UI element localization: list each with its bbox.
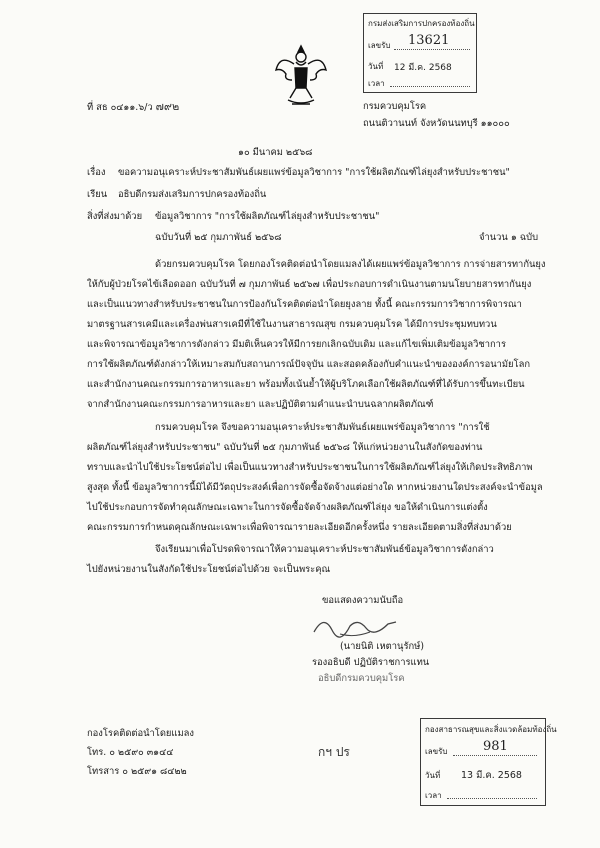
body-paragraph-3 xyxy=(87,540,527,580)
receipt-stamp-top xyxy=(363,13,477,93)
sender-address: ถนนติวานนท์ จังหวัดนนทบุรี ๑๑๐๐๐ xyxy=(363,118,510,129)
signer-title-1: รองอธิบดี ปฏิบัติราชการแทน xyxy=(312,657,430,668)
para1-line: และพิจารณาข้อมูลวิชาการดังกล่าว มีมติเห็นควรให้มีการยกเลิกฉบับเดิม และแก้ไขเพิ่มเติมข้อมูลวิชาการ xyxy=(87,339,506,350)
enclosure-line2: ฉบับวันที่ ๒๕ กุมภาพันธ์ ๒๕๖๘ xyxy=(155,232,282,243)
enclosure-line1: ข้อมูลวิชาการ "การใช้ผลิตภัณฑ์ไล่ยุงสำหรับประชาชน" xyxy=(155,211,380,222)
sender-org: กรมควบคุมโรค xyxy=(363,101,427,112)
reference-number xyxy=(87,100,179,114)
stamp-top-date-label: วันที่ xyxy=(368,62,384,71)
para2-line: ผลิตภัณฑ์ไล่ยุงสำหรับประชาชน" ฉบับวันที่ ๒๕ กุมภาพันธ์ ๒๕๖๘ ให้แก่หน่วยงานในสังกัดของท่าน xyxy=(87,442,483,453)
stamp-bottom-org: กองสาธารณสุขและสิ่งแวดล้อมท้องถิ่น xyxy=(425,725,557,734)
footer-telephone: โทร. ๐ ๒๕๙๐ ๓๑๔๔ xyxy=(87,747,174,758)
para2-line: สูงสุด ทั้งนี้ ข้อมูลวิชาการนี้มิได้มีวัตถุประสงค์เพื่อการจัดซื้อจัดจ้างแต่อย่างใด หากหน่วยงานใดประสงค์จะนำข้อมูล xyxy=(87,482,543,493)
stamp-top-org: กรมส่งเสริมการปกครองท้องถิ่น xyxy=(368,19,475,28)
para1-line: และเป็นแนวทางสำหรับประชาชนในการป้องกันโรคติดต่อนำโดยยุงลาย ทั้งนี้ คณะกรรมการวิชาการพิจารณา xyxy=(87,299,522,310)
signer-title-2: อธิบดีกรมควบคุมโรค xyxy=(318,673,405,684)
para1-line: และสำนักงานคณะกรรมการอาหารและยา พร้อมทั้งเน้นย้ำให้ผู้บริโภคเลือกใช้ผลิตภัณฑ์ที่ได้รับการขึ้นทะเบียน xyxy=(87,379,525,390)
stamp-top-rec-label: เลขรับ xyxy=(368,41,391,50)
signer-name: (นายนิติ เหตานุรักษ์) xyxy=(340,641,424,652)
enclosure-quantity: จำนวน ๑ ฉบับ xyxy=(479,232,539,243)
stamp-top-rec-no: 13621 xyxy=(408,33,450,48)
garuda-emblem xyxy=(272,40,330,112)
stamp-bottom-date-label: วันที่ xyxy=(425,771,441,780)
subject-label: เรื่อง xyxy=(87,167,106,178)
stamp-bottom-time-label: เวลา xyxy=(425,791,442,800)
para1-line: การใช้ผลิตภัณฑ์ดังกล่าวให้เหมาะสมกับสถานการณ์ปัจจุบัน และสอดคล้องกับคำแนะนำขององค์การอนามัยโลก xyxy=(87,359,531,370)
closing-text: ขอแสดงความนับถือ xyxy=(322,595,404,606)
receipt-stamp-bottom xyxy=(420,718,557,806)
enclosure-label: สิ่งที่ส่งมาด้วย xyxy=(87,211,143,222)
stamp-bottom-rec-no: 981 xyxy=(483,739,508,754)
footer-department: กองโรคติดต่อนำโดยแมลง xyxy=(87,728,194,739)
letter-date: ๑๐ มีนาคม ๒๕๖๘ xyxy=(238,147,313,158)
footer-fax: โทรสาร ๐ ๒๕๙๑ ๘๔๒๒ xyxy=(87,766,187,777)
para1-line: ให้กับผู้ป่วยโรคไข้เลือดออก ฉบับวันที่ ๗ กุมภาพันธ์ ๒๕๖๗ เพื่อประกอบการดำเนินงานตามนโยบายสารทากันยุง xyxy=(87,279,532,290)
para3-line: จึงเรียนมาเพื่อโปรดพิจารณาให้ความอนุเคราะห์ประชาสัมพันธ์ข้อมูลวิชาการดังกล่าว xyxy=(155,544,494,555)
handwritten-signature xyxy=(310,612,400,640)
stamp-bottom-rec-label: เลขรับ xyxy=(425,747,448,756)
para1-line: ด้วยกรมควบคุมโรค โดยกองโรคติดต่อนำโดยแมลงได้เผยแพร่ข้อมูลวิชาการ การจ่ายสารทากันยุง xyxy=(155,259,546,270)
para1-line: มาตรฐานสารเคมีและเครื่องพ่นสารเคมีที่ใช้ในงานสาธารณสุข กรมควบคุมโรค ได้มีการประชุมทบทวน xyxy=(87,319,497,330)
para2-line: คณะกรรมการกำหนดคุณลักษณะเฉพาะเพื่อพิจารณารายละเอียดอีกครั้งหนึ่ง รายละเอียดตามสิ่งที่ส่งมาด้วย xyxy=(87,522,512,533)
body-paragraph-1 xyxy=(87,255,546,415)
subject-text: ขอความอนุเคราะห์ประชาสัมพันธ์เผยแพร่ข้อมูลวิชาการ "การใช้ผลิตภัณฑ์ไล่ยุงสำหรับประชาชน" xyxy=(118,167,510,178)
to-text: อธิบดีกรมส่งเสริมการปกครองท้องถิ่น xyxy=(118,189,267,200)
para3-line: ไปยังหน่วยงานในสังกัดใช้ประโยชน์ต่อไปด้วย จะเป็นพระคุณ xyxy=(87,564,331,575)
footer-handwritten-note: กฯ ปร xyxy=(318,745,350,759)
stamp-top-date-value: 12 มี.ค. 2568 xyxy=(394,63,452,73)
para2-line: ทราบและนำไปใช้ประโยชน์ต่อไป เพื่อเป็นแนวทางสำหรับประชาชนในการใช้ผลิตภัณฑ์ไล่ยุงให้เกิดประสิทธิภาพ xyxy=(87,462,533,473)
ref-no-handwritten: ๗๙๒ xyxy=(155,100,180,113)
stamp-bottom-date-value: 13 มี.ค. 2568 xyxy=(461,770,522,781)
para1-line: จากสำนักงานคณะกรรมการอาหารและยา และปฏิบัติตามคำแนะนำบนฉลากผลิตภัณฑ์ xyxy=(87,399,434,410)
ref-no-text: ที่ สธ ๐๔๑๑.๖/ว xyxy=(87,102,153,113)
body-paragraph-2 xyxy=(87,418,543,538)
para2-line: ไปใช้ประกอบการจัดทำคุณลักษณะเฉพาะในการจัดซื้อจัดจ้างผลิตภัณฑ์ไล่ยุง ขอให้ดำเนินการแต่งตั้ง xyxy=(87,502,488,513)
para2-line: กรมควบคุมโรค จึงขอความอนุเคราะห์ประชาสัมพันธ์เผยแพร่ข้อมูลวิชาการ "การใช้ xyxy=(155,422,490,433)
stamp-top-time-label: เวลา xyxy=(368,79,385,88)
to-label: เรียน xyxy=(87,189,108,200)
